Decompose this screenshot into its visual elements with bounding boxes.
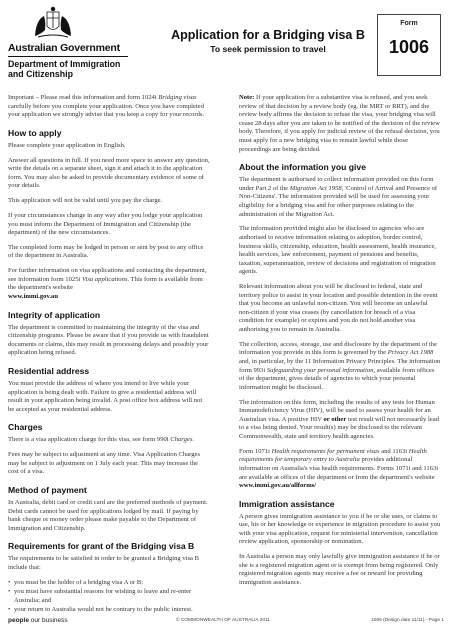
paragraph: For further information on visa applications and contacting the department, see information form 1025i Visa applications. This form is available from the department's website www.immi.gov.au (8, 267, 207, 301)
right-column (239, 94, 441, 594)
paragraph: The collection, access, storage, use and disclosure by the department of the information you provide in this form is governed by the Privacy Act 1988 and, in particular, by the 11 Information Privacy Principles. The information form 993i Safeguarding your personal information, available from offices of the department, gives details of agencies to which your personal information might be disclosed. (239, 340, 441, 391)
paragraph: Relevant information about you will be disclosed to federal, state and territory police to assist in your location and possible detention in the event that you become an unlawful non-citizen. You will become an unlawful non-citizen if your visa ceases (by cancellation for breach of a visa condition for example) or expires and you do not hold another visa authorising you to remain in Australia. (239, 283, 438, 334)
paragraph: If your circumstances change in any way after you lodge your application you must inform the Department of Immigration and Citizenship (the department) of the new circumstances. (8, 211, 203, 237)
heading-charges: Charges (8, 422, 43, 433)
heading-immigration-assistance: Immigration assistance (239, 498, 335, 509)
paragraph: You must provide the address of where you intend to live while your application is being dealt with. Failure to give a residential address will result in your application being invalid. A post office box address will not be accepted as your residential address. (8, 380, 203, 413)
footer-copyright: © COMMONWEALTH OF AUSTRALIA 2011 (176, 618, 270, 623)
website-link[interactable]: www.immi.gov.au (8, 293, 59, 301)
paragraph: The department is authorised to collect information provided on this form under Part 2 of the Migration Act 1958, 'Control of Arrival and Presence of Non-Citizens'. The information provided will be used for assessing your eligibility for a bridging visa and for other purposes relating to the administration of the Migration Act. (239, 176, 438, 218)
heading-about-information: About the information you give (239, 162, 366, 173)
logo-divider (8, 56, 128, 57)
heading-residential-address: Residential address (8, 366, 90, 376)
paragraph: This application will not be valid until you pay the charge. (8, 197, 163, 205)
paragraph: There is a visa application charge for this visa, see form 990i Charges. (8, 436, 195, 444)
list-item: • you must be the holder of a bridging visa A or B; (8, 579, 210, 588)
heading-integrity: Integrity of application (8, 309, 101, 320)
requirements-list (8, 579, 210, 615)
form-header (0, 0, 452, 84)
coat-of-arms-icon (30, 6, 76, 40)
footer-page-info: 1006 (Design date 11/11) - Page 1 (371, 618, 444, 623)
paragraph: The department is committed to maintaining the integrity of the visa and citizenship programs. Please be aware that if you provide us with fraudulent documents or claims, this may result in processing delays and possibly your application being refused. (8, 323, 209, 357)
government-logo (8, 42, 128, 79)
form-subtitle: To seek permission to travel (210, 44, 326, 54)
paragraph: In Australia a person may only lawfully give immigration assistance if he or she is a registered migration agent or is exempt from being registered. Only registered migration agents may receive a fee or reward for providing immigration assistance. (239, 553, 440, 587)
forms-link[interactable]: www.immi.gov.au/allforms/ (239, 482, 317, 490)
left-column (8, 94, 210, 619)
form-number-box (377, 14, 441, 76)
paragraph: Please complete your application in English. (8, 141, 126, 149)
paragraph: Answer all questions in full. If you need more space to answer any question, write the details on a separate sheet, sign it and attach it to the application form. You may also be asked to provide documentary evidence of some of your details. (8, 156, 210, 190)
form-title: Application for a Bridging visa B (171, 28, 365, 42)
page-footer (8, 616, 444, 630)
list-item: • your return to Australia would not be contrary to the public interest. (8, 606, 210, 615)
paragraph: In Australia, debit card or credit card are the preferred methods of payment. Debit cards cannot be used for applications lodged by mail. If paying by bank cheque or money order please make payable to the Department of Immigration and Citizenship. (8, 498, 208, 532)
paragraph: Fees may be subject to adjustment at any time. Visa Application Charges may be subject to adjustment on 1 July each year. This may increase the cost of a visa. (8, 451, 201, 476)
department-name-line2: and Citizenship (8, 69, 74, 79)
footer-slogan: people our business (8, 617, 68, 624)
list-item: • you must have substantial reasons for wishing to leave and re-enter Australia; and (8, 588, 210, 605)
paragraph: A person gives immigration assistance to you if he or she uses, or claims to use, his or her knowledge or experience in migration procedure to assist you with your visa application, request for ministerial intervention, cancellation review application, sponsorship or nomination. (239, 512, 441, 546)
form-label: Form (400, 20, 418, 27)
paragraph: The information on this form, including the results of any tests for Human Immunodeficiency Virus (HIV), will be used to assess your health for an Australian visa. A positive HIV or other test result will not necessarily lead to a visa being denied. Your result(s) may be disclosed to the relevant Commonwealth, state and territory health agencies. (239, 398, 439, 440)
paragraph: The completed form may be lodged in person or sent by post to any office of the department in Australia. (8, 243, 204, 260)
form-number: 1006 (388, 37, 430, 57)
paragraph: The requirements to be satisfied in order to be granted a Bridging visa B include that: (8, 555, 199, 571)
title-block (168, 28, 368, 54)
heading-how-to-apply: How to apply (8, 127, 62, 138)
heading-method-of-payment: Method of payment (8, 484, 87, 495)
department-name-line1: Department of Immigration (8, 59, 121, 69)
heading-requirements: Requirements for grant of the Bridging visa B (8, 541, 195, 552)
note-paragraph: Note: If your application for a substantive visa is refused, and you seek review of that decision by a review body (eg. the MRT or RRT), and the review body affirms the decision to refuse the visa, your bridging visa will cease 28 days after you are taken to be notified of the decision of the review body. Therefore, if you apply for judicial review of the refusal decision, you must apply for a new bridging visa to remain lawful while those proceedings are being decided. (239, 94, 440, 153)
government-name: Australian Government (8, 42, 120, 54)
paragraph: The information provided might also be disclosed to agencies who are authorised to receive information relating to adoption, border control, business skills, citizenship, education, health assessment, health insurance, health services, law enforcement, payment of pensions and benefits, taxation, superannuation, review of decisions and registration of migration agents. (239, 225, 437, 276)
intro-paragraph: Important – Please read this information and form 1024i Bridging visas carefully before you complete your application. Once you have completed your application we strongly advise that you keep a copy for your records. (8, 94, 205, 119)
paragraph: Form 1071i Health requirements for permanent visas and 1163i Health requirements for temporary entry to Australia provides additional information on Australia's visa health requirements. Forms 1071i and 1163i are available at offices of the department or from the department's website www.immi.gov.au/allforms/ (239, 447, 439, 490)
